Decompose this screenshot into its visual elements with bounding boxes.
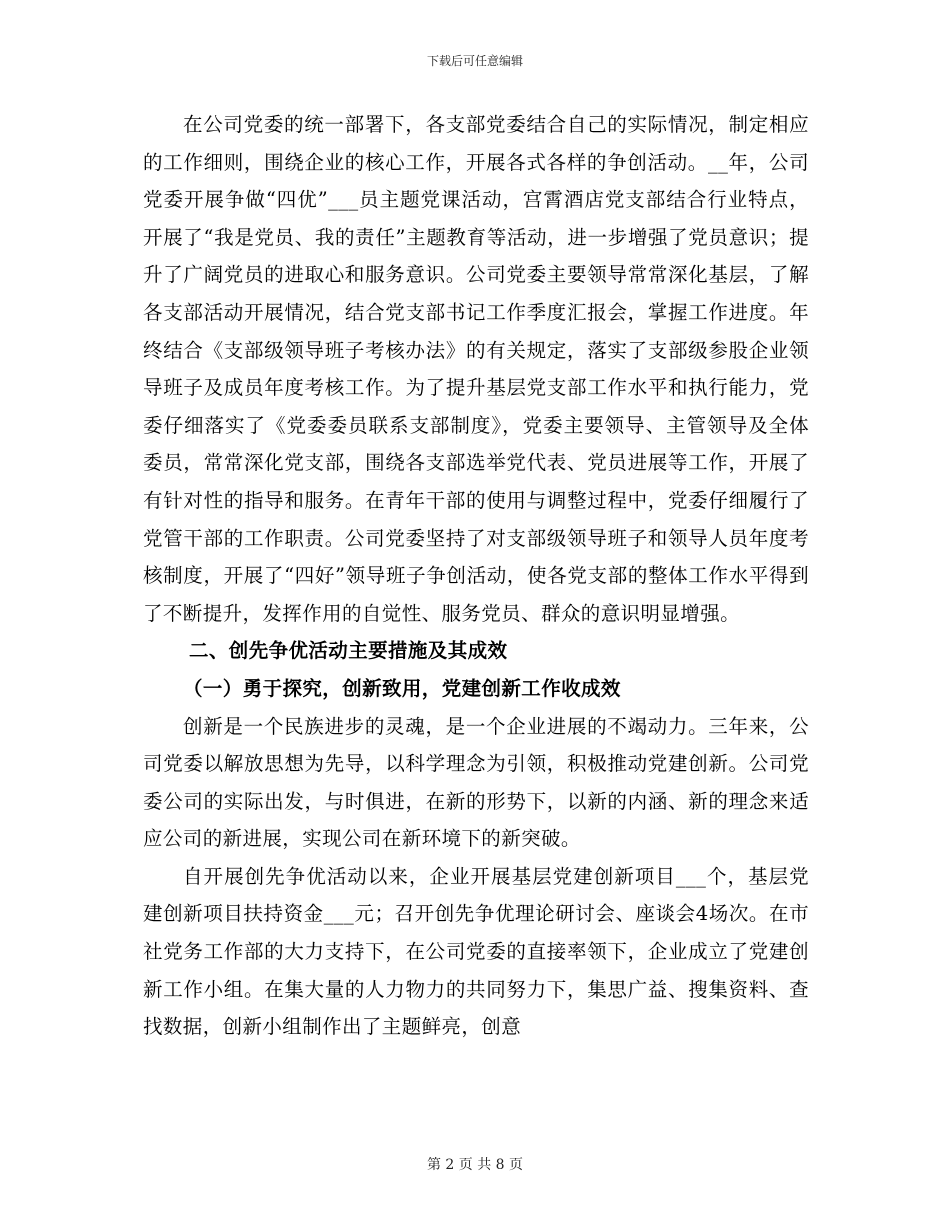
page-header: 下载后可任意编辑: [426, 54, 523, 68]
subsection-heading: （一）勇于探究，创新致用，党建创新工作收成效: [183, 676, 621, 700]
paragraph-2: 创新是一个民族进步的灵魂，是一个企业进展的不竭动力。三年来，公司党委以解放思想为先导，以科学理念为引领，积极推动党建创新。公司党委公司的实际出发，与时俱进，在新的形势下，以新的内涵、新的理念来适应公司的新进展，实现公司在新环境下的新突破。: [143, 714, 809, 851]
paragraph-3: 自开展创先争优活动以来，企业开展基层党建创新项目___个，基层党建创新项目扶持资金___元；召开创先争优理论研讨会、座谈会4场次。在市社党务工作部的大力支持下，在公司党委的直接率领下，企业成立了党建创新工作小组。在集大量的人力物力的共同努力下，集思广益、搜集资料、查找数据，创新小组制作出了主题鲜亮，创意: [143, 864, 809, 1039]
paragraph-1: 在公司党委的统一部署下，各支部党委结合自己的实际情况，制定相应的工作细则，围绕企业的核心工作，开展各式各样的争创活动。__年，公司党委开展争做“四优”___员主题党课活动，宫霄酒店党支部结合行业特点，开展了“我是党员、我的责任”主题教育等活动，进一步增强了党员意识；提升了广阔党员的进取心和服务意识。公司党委主要领导常常深化基层，了解各支部活动开展情况，结合党支部书记工作季度汇报会，掌握工作进度。年终结合《支部级领导班子考核办法》的有关规定，落实了支部级参股企业领导班子及成员年度考核工作。为了提升基层党支部工作水平和执行能力，党委仔细落实了《党委委员联系支部制度》，党委主要领导、主管领导及全体委员，常常深化党支部，围绕各支部选举党代表、党员进展等工作，开展了有针对性的指导和服务。在青年干部的使用与调整过程中，党委仔细履行了党管干部的工作职责。公司党委坚持了对支部级领导班子和领导人员年度考核制度，开展了“四好”领导班子争创活动，使各党支部的整体工作水平得到了不断提升，发挥作用的自觉性、服务党员、群众的意识明显增强。: [143, 113, 809, 625]
document-body: [143, 106, 809, 1046]
section-heading: 二、创先争优活动主要措施及其成效: [189, 639, 508, 663]
page-number: 第 2 页 共 8 页: [426, 1157, 524, 1173]
